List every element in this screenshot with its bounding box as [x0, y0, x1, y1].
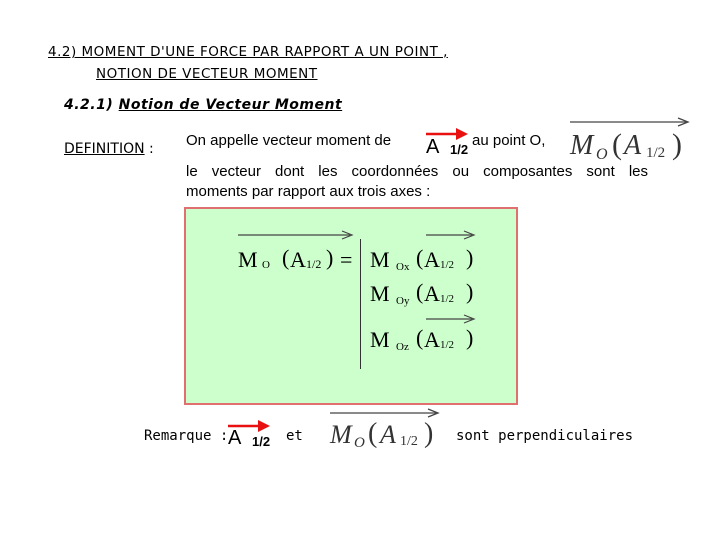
chapter-title-line1: 4.2) MOMENT D'UNE FORCE PAR RAPPORT A UN POINT ,	[48, 44, 448, 60]
overline-arrow-icon	[368, 229, 498, 243]
definition-line3: moments par rapport aux trois axes :	[186, 183, 431, 200]
formula-box	[184, 207, 518, 405]
component-row-oy: M Oy ( A 1/2 )	[370, 279, 474, 307]
component-row-ox: M Ox ( A 1/2 )	[368, 229, 498, 279]
moment-vector-formula-top: M O ( A 1/2 )	[566, 114, 696, 166]
section-title: Notion de Vecteur Moment	[118, 97, 343, 113]
definition-line1-suffix: au point O,	[472, 132, 546, 149]
definition-label: DEFINITION :	[64, 141, 154, 157]
matrix-bar	[360, 239, 361, 369]
definition-line2: le vecteur dont les coordonnées ou composantes sont les	[186, 163, 648, 180]
definition-line1-prefix: On appelle vecteur moment de	[186, 132, 392, 149]
component-row-oz: M Oz ( A 1/2 )	[368, 297, 498, 357]
overline-arrow-icon	[368, 297, 498, 327]
vector-a12-remark: A 1/2	[226, 416, 274, 452]
moment-vector-formula-remark: M O ( A 1/2 )	[326, 404, 446, 460]
remark-label: Remarque :	[144, 428, 229, 444]
vector-a12-inline: A 1/2	[424, 124, 470, 160]
section-heading	[64, 97, 342, 113]
formula-lhs: M O ( A 1/2 ) =	[234, 229, 364, 279]
remark-suffix: sont perpendiculaires	[456, 428, 634, 444]
formula-components	[368, 229, 498, 379]
section-number: 4.2.1)	[64, 97, 114, 113]
overline-arrow-icon	[234, 229, 364, 243]
chapter-title-line2: NOTION DE VECTEUR MOMENT	[96, 66, 318, 82]
remark-connector: et	[286, 428, 303, 444]
